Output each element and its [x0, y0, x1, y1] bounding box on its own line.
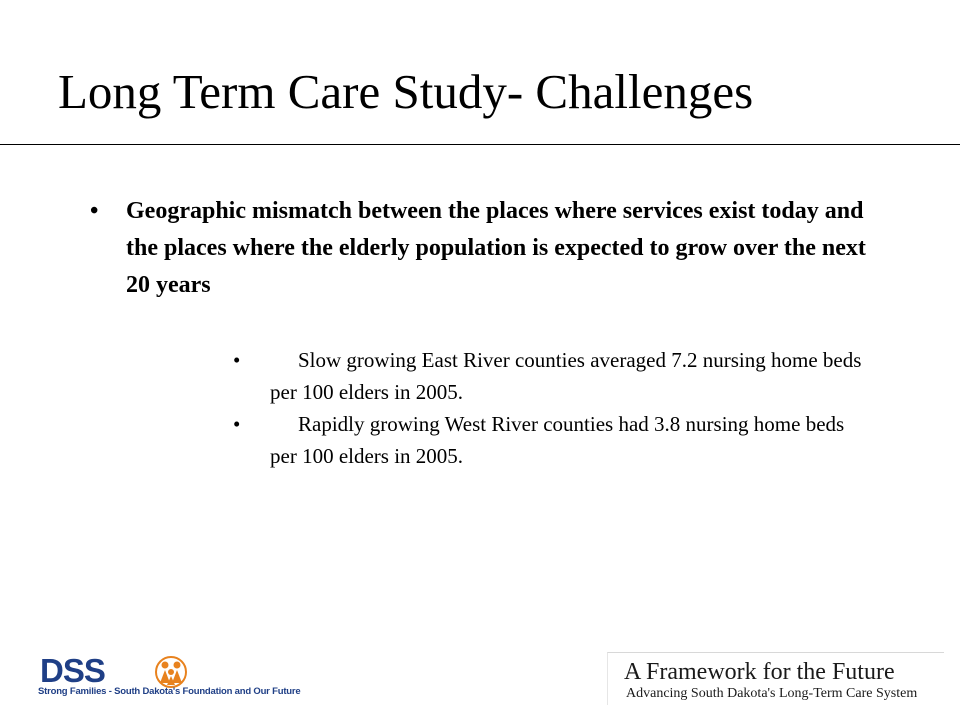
title-divider — [0, 144, 960, 145]
slide-title: Long Term Care Study- Challenges — [58, 64, 754, 119]
sub-bullet-text: Rapidly growing West River counties had 3.8 nursing home beds per 100 elders in 2005. — [270, 412, 845, 468]
dss-tagline: Strong Families - South Dakota's Foundation and Our Future — [38, 686, 301, 697]
sub-bullet-list — [233, 344, 873, 472]
main-bullet — [90, 193, 880, 304]
framework-title: A Framework for the Future — [624, 659, 895, 685]
family-figures-icon — [154, 655, 188, 689]
framework-subtitle: Advancing South Dakota's Long-Term Care System — [626, 686, 918, 701]
bullet-dot: • — [233, 412, 241, 436]
sub-bullet-east-river — [233, 344, 873, 408]
dss-logo-block — [38, 652, 301, 700]
sub-bullet-text: Slow growing East River counties averaged 7.2 nursing home beds per 100 elders in 2005. — [270, 348, 862, 404]
framework-banner — [607, 652, 944, 705]
main-bullet-text: Geographic mismatch between the places where services exist today and the places where the elderly population is expected to grow over the next 20 years — [126, 198, 866, 298]
sub-bullet-west-river — [233, 408, 873, 472]
bullet-dot: • — [233, 348, 241, 372]
bullet-dot: • — [90, 198, 99, 224]
dss-logo-text: DSS — [40, 652, 105, 689]
